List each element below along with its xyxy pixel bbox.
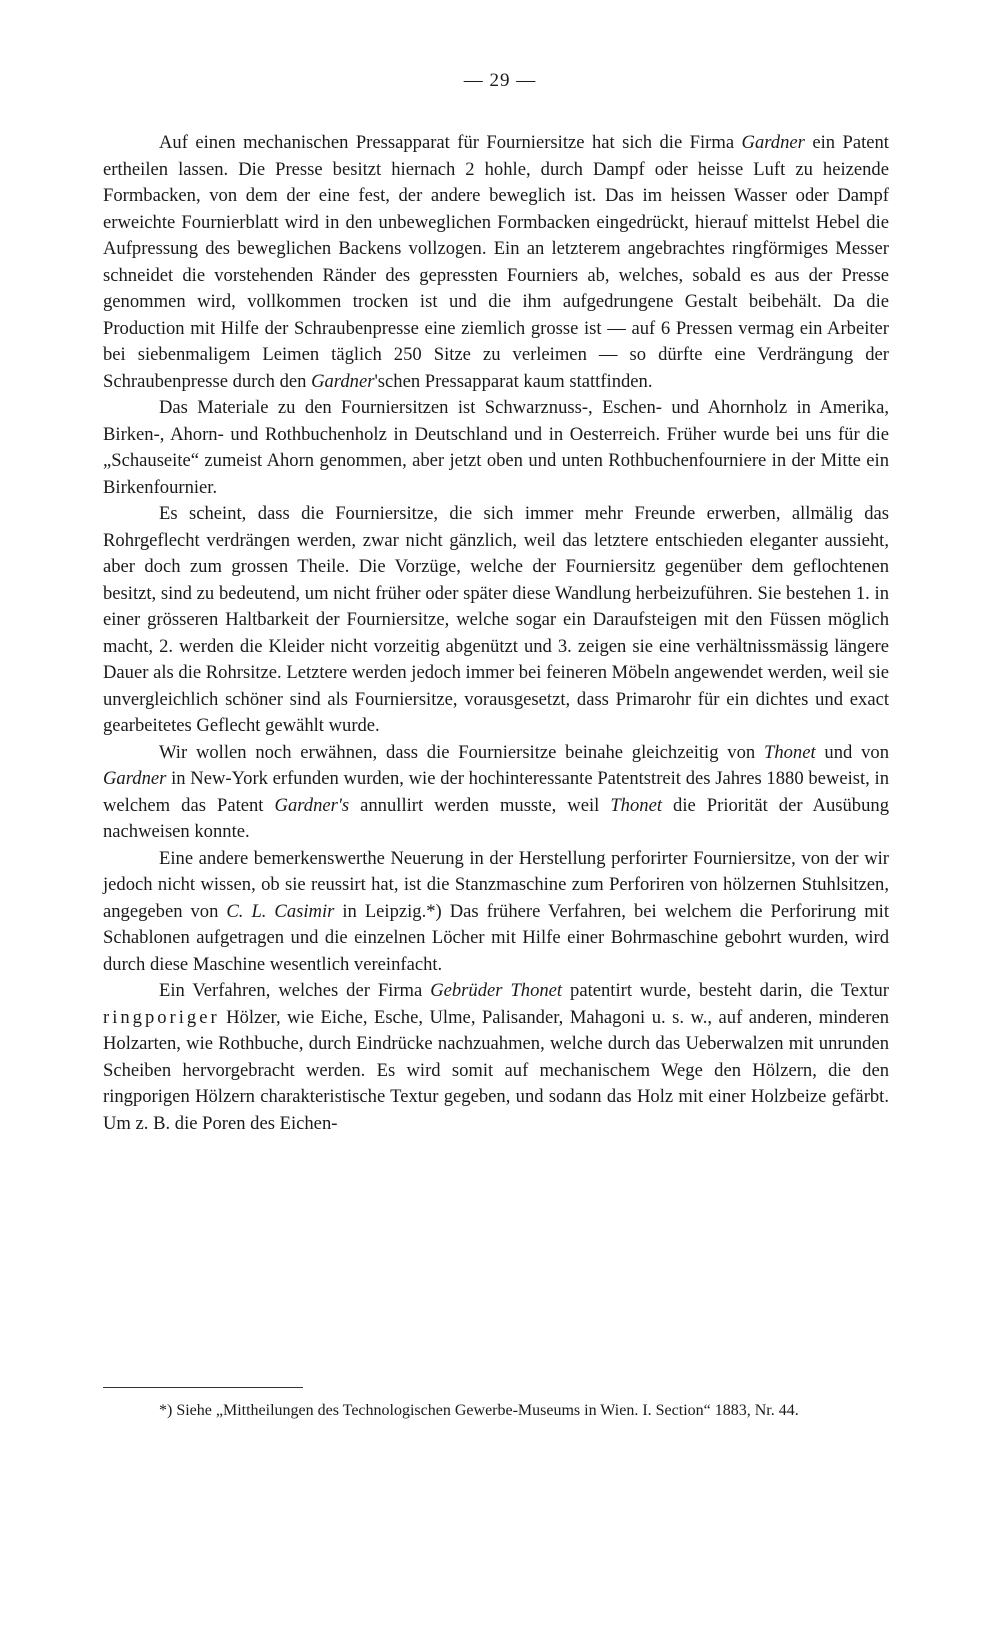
text-run: und von xyxy=(815,741,889,763)
text-run: die Priorität der Ausübung nachweisen konnte. xyxy=(103,794,889,842)
italic-name: Gardner xyxy=(103,768,167,789)
paragraph xyxy=(103,740,889,846)
footnote-divider xyxy=(103,1387,303,1388)
text-run: in Leipzig.*) Das frühere Verfahren, bei welchem die Perforirung mit Schablonen aufgetragen und die einzelnen Löcher mit Hilfe einer Bohrmaschine gebohrt wurden, wird durch diese Maschine wesentlich vereinfacht. xyxy=(103,900,889,975)
text-run: Eine andere bemerkenswerthe Neuerung in der Herstellung perforirter Fourniersitze, von der wir jedoch nicht wissen, ob sie reussirt hat, ist die Stanzmaschine zum Perforiren von hölzernen Stuhlsitzen, angegeben von xyxy=(103,847,889,922)
text-run: 'schen Pressapparat kaum stattfinden. xyxy=(374,370,653,392)
italic-name: Thonet xyxy=(610,794,662,816)
text-run: ringporiger xyxy=(103,1006,220,1028)
paragraph xyxy=(103,130,889,395)
italic-name: Gardner's xyxy=(274,794,350,816)
italic-name: Gardner xyxy=(311,370,375,392)
text-run: Hölzer, wie Eiche, Esche, Ulme, Palisander, Mahagoni u. s. w., auf anderen, minderen Holzarten, wie Rothbuche, durch Eindrücke nachzuahmen, welche durch das Ueberwalzen mit unrunden Scheiben hervorgebracht werden. Es wird somit auf mechanischem Wege den Hölzern, die den ringporigen Hölzern charakteristische Textur gegeben, und sodann das Holz mit einer Holzbeize gefärbt. Um z. B. die Poren des Eichen- xyxy=(103,1006,889,1134)
paragraph xyxy=(103,395,889,501)
italic-name: Thonet xyxy=(763,741,816,763)
text-run: in New-York erfunden wurden, wie der hochinteressante Patentstreit des Jahres 1880 beweist, in welchem das Patent xyxy=(103,768,889,816)
italic-name: C. L. Casimir xyxy=(226,900,335,922)
text-run: annullirt werden musste, weil xyxy=(349,794,611,816)
italic-name: Gebrüder Thonet xyxy=(430,980,563,1001)
paragraph xyxy=(103,846,889,979)
paragraph xyxy=(103,501,889,740)
page-number: — 29 — xyxy=(463,70,537,91)
footnote: *) Siehe „Mittheilungen des Technologischen Gewerbe-Museums in Wien. I. Section“ 1883, Nr. 44. xyxy=(159,1402,799,1419)
body-text xyxy=(103,130,889,1137)
text-run: Das Materiale zu den Fourniersitzen ist Schwarznuss-, Eschen- und Ahornholz in Amerika, Birken-, Ahorn- und Rothbuchenholz in Deutschland und in Oesterreich. Früher wurde bei uns für die „Schauseite“ zumeist Ahorn genommen, aber jetzt oben und unten Rothbuchenfourniere in der Mitte ein Birkenfournier. xyxy=(103,397,889,498)
text-run: Ein Verfahren, welches der Firma xyxy=(159,980,431,1001)
text-run: patentirt wurde, besteht darin, die Textur xyxy=(562,980,889,1001)
text-run: Auf einen mechanischen Pressapparat für Fourniersitze hat sich die Firma xyxy=(159,132,742,153)
paragraph xyxy=(103,978,889,1137)
text-run: ein Patent ertheilen lassen. Die Presse besitzt hiernach 2 hohle, durch Dampf oder heisse Luft zu heizende Formbacken, von dem der eine fest, der andere beweglich ist. Das im heissen Wasser oder Dampf erweichte Fournierblatt wird in den unbeweglichen Formbacken eingedrückt, hierauf mittelst Hebel die Aufpressung des beweglichen Backens vollzogen. Ein an letzterem angebrachtes ringförmiges Messer schneidet die vorstehenden Ränder des gepressten Fourniers ab, welches, sobald es aus der Presse genommen wird, vollkommen trocken ist und die ihm aufgedrungene Gestalt beibehält. Da die Production mit Hilfe der Schraubenpresse eine ziemlich grosse ist — auf 6 Pressen vermag ein Arbeiter bei siebenmaligem Leimen täglich 250 Sitze zu verleimen — so dürfte eine Verdrängung der Schraubenpresse durch den xyxy=(103,132,889,392)
text-run: Wir wollen noch erwähnen, dass die Fourniersitze beinahe gleichzeitig von xyxy=(159,741,764,763)
text-run: Es scheint, dass die Fourniersitze, die sich immer mehr Freunde erwerben, allmälig das Rohrgeflecht verdrängen werden, zwar nicht gänzlich, weil das letztere entschieden eleganter aussieht, aber doch zum grossen Theile. Die Vorzüge, welche der Fourniersitz gegenüber dem geflochtenen besitzt, sind zu bedeutend, um nicht früher oder später diese Wandlung herbeizuführen. Sie bestehen 1. in einer grösseren Haltbarkeit der Fourniersitze, welche sogar ein Daraufsteigen mit den Füssen möglich macht, 2. werden die Kleider nicht vorzeitig abgenützt und 3. zeigen sie eine verhältnissmässig längere Dauer als die Rohrsitze. Letztere werden jedoch immer bei feineren Möbeln angewendet werden, weil sie unvergleichlich schöner sind als Fourniersitze, vorausgesetzt, dass Primarohr für ein dichtes und exact gearbeitetes Geflecht gewählt wurde. xyxy=(103,503,889,736)
italic-name: Gardner xyxy=(741,132,805,153)
